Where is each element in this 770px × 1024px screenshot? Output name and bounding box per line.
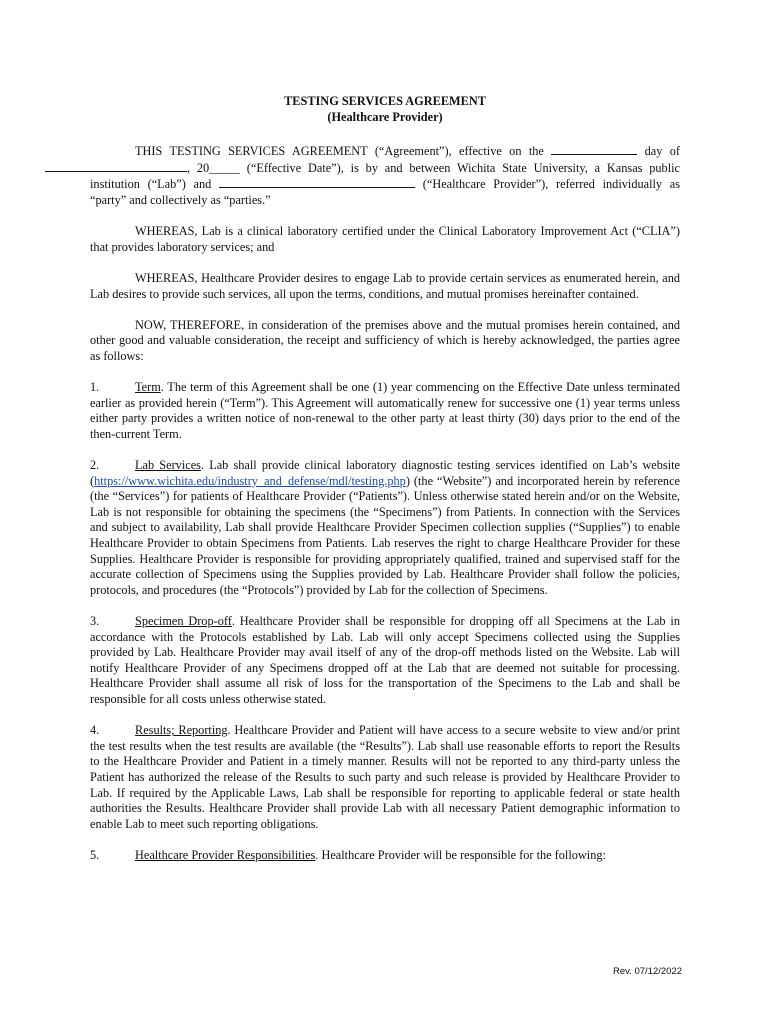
intro-paragraph bbox=[90, 143, 680, 208]
effective-month-blank bbox=[45, 160, 187, 172]
section-number: 3. bbox=[90, 614, 100, 628]
section-number: 1. bbox=[90, 380, 100, 395]
section-text: . The term of this Agreement shall be one (1) year commencing on the Effective Date unless terminated earlier as provided herein (“Term”). This Agreement will automatically renew for successive one (1) year terms unless either party provides a written notice of non-renewal to the other party at least thirty (30) days prior to the end of the then-current Term. bbox=[90, 380, 680, 441]
section-number: 4. bbox=[90, 723, 100, 738]
section-heading: Specimen Drop-off bbox=[135, 614, 232, 628]
document-subtitle: (Healthcare Provider) bbox=[327, 109, 443, 124]
section-term bbox=[90, 380, 680, 442]
section-specimen-drop-off bbox=[90, 614, 680, 708]
provider-name-blank bbox=[219, 176, 415, 188]
intro-text-c: , 20_____ (“Effective Date”), is by and between Wichita State University, a Kansas public institution (“Lab”) and bbox=[90, 160, 680, 192]
document-body bbox=[90, 94, 680, 864]
section-heading: Healthcare Provider Responsibilities bbox=[135, 847, 316, 862]
intro-text-b: day of bbox=[644, 144, 680, 159]
intro-text-d: (“Healthcare Provider”), referred individually as “party” and collectively as “parties.” bbox=[90, 177, 681, 207]
section-text: . Healthcare Provider and Patient will have access to a secure website to view and/or print the test results when the test results are available (the “Results”). Lab shall use reasonable efforts to report the Results to the Healthcare Provider and Patient in a timely manner. Results will not be reported to any third-party unless the Patient has authorized the release of the Results to such party and such release is provided by Healthcare Provider to Lab. If required by the Applicable Laws, Lab shall be responsible for reporting to applicable federal or state health authorities the Results. Healthcare Provider shall provide Lab with all necessary Patient demographic information to enable Lab to meet such reporting obligations. bbox=[90, 723, 680, 831]
whereas-paragraph-1: WHEREAS, Lab is a clinical laboratory certified under the Clinical Laboratory Improvement Act (“CLIA”) that provides laboratory services; and bbox=[90, 224, 680, 254]
section-lab-services bbox=[90, 458, 680, 598]
section-heading: Lab Services bbox=[135, 458, 201, 473]
website-link[interactable]: https://www.wichita.edu/industry_and_defense/mdl/testing.php bbox=[94, 473, 406, 488]
section-heading: Results; Reporting bbox=[135, 723, 228, 738]
section-number: 2. bbox=[90, 458, 100, 473]
now-therefore-paragraph: NOW, THEREFORE, in consideration of the premises above and the mutual promises herein contained, and other good and valuable consideration, the receipt and sufficiency of which is hereby acknowledged, the parties agree as follows: bbox=[90, 317, 680, 363]
revision-footer: Rev. 07/12/2022 bbox=[612, 966, 682, 977]
section-provider-responsibilities bbox=[90, 848, 680, 864]
section-results-reporting bbox=[90, 723, 680, 832]
section-text: . Healthcare Provider shall be responsible for dropping off all Specimens at the Lab in accordance with the Protocols established by Lab. Lab will only accept Specimens collected using the Supplies provided by Lab. Healthcare Provider may avail itself of any of the drop-off methods listed on the Website. Lab will notify Healthcare Provider of any Specimens dropped off at the Lab that are deemed not suitable for processing. Healthcare Provider shall assume all risk of loss for the transportation of the Specimens to the Lab and shall be responsible for all costs unless otherwise stated. bbox=[90, 614, 680, 706]
effective-day-blank bbox=[551, 143, 637, 155]
section-number: 5. bbox=[90, 847, 100, 862]
section-text: ) (the “Website”) and incorporated herein by reference (the “Services”) for patients of Healthcare Provider (“Patients”). Unless otherwise stated herein and/or on the Website, Lab is not responsible for obtaining the specimens (the “Specimens”) from Patients. In connection with the Services and subject to availability, Lab shall provide Healthcare Provider Specimen collection supplies (“Supplies”) to enable Healthcare Provider to obtain Specimens from Patients. Lab reserves the right to charge Healthcare Provider for these Supplies. Healthcare Provider is responsible for providing appropriately qualified, trained and supervised staff for the accurate collection of Specimens using the Supplies provided by Lab. Healthcare Provider shall follow the policies, protocols, and procedures (the “Protocols”) provided by Lab for the collection of Specimens. bbox=[90, 473, 680, 597]
whereas-paragraph-2: WHEREAS, Healthcare Provider desires to engage Lab to provide certain services as enumerated herein, and Lab desires to provide such services, all upon the terms, conditions, and mutual promises hereinafter contained. bbox=[90, 270, 680, 301]
section-text: . Healthcare Provider will be responsible for the following: bbox=[315, 847, 606, 862]
title-block bbox=[90, 94, 680, 125]
document-title: TESTING SERVICES AGREEMENT bbox=[284, 94, 486, 108]
section-text: . Lab shall provide clinical laboratory diagnostic testing services identified on Lab’s website ( bbox=[90, 458, 680, 488]
intro-text-a: THIS TESTING SERVICES AGREEMENT (“Agreement”), effective on the bbox=[135, 144, 544, 159]
section-heading: Term bbox=[135, 380, 161, 395]
